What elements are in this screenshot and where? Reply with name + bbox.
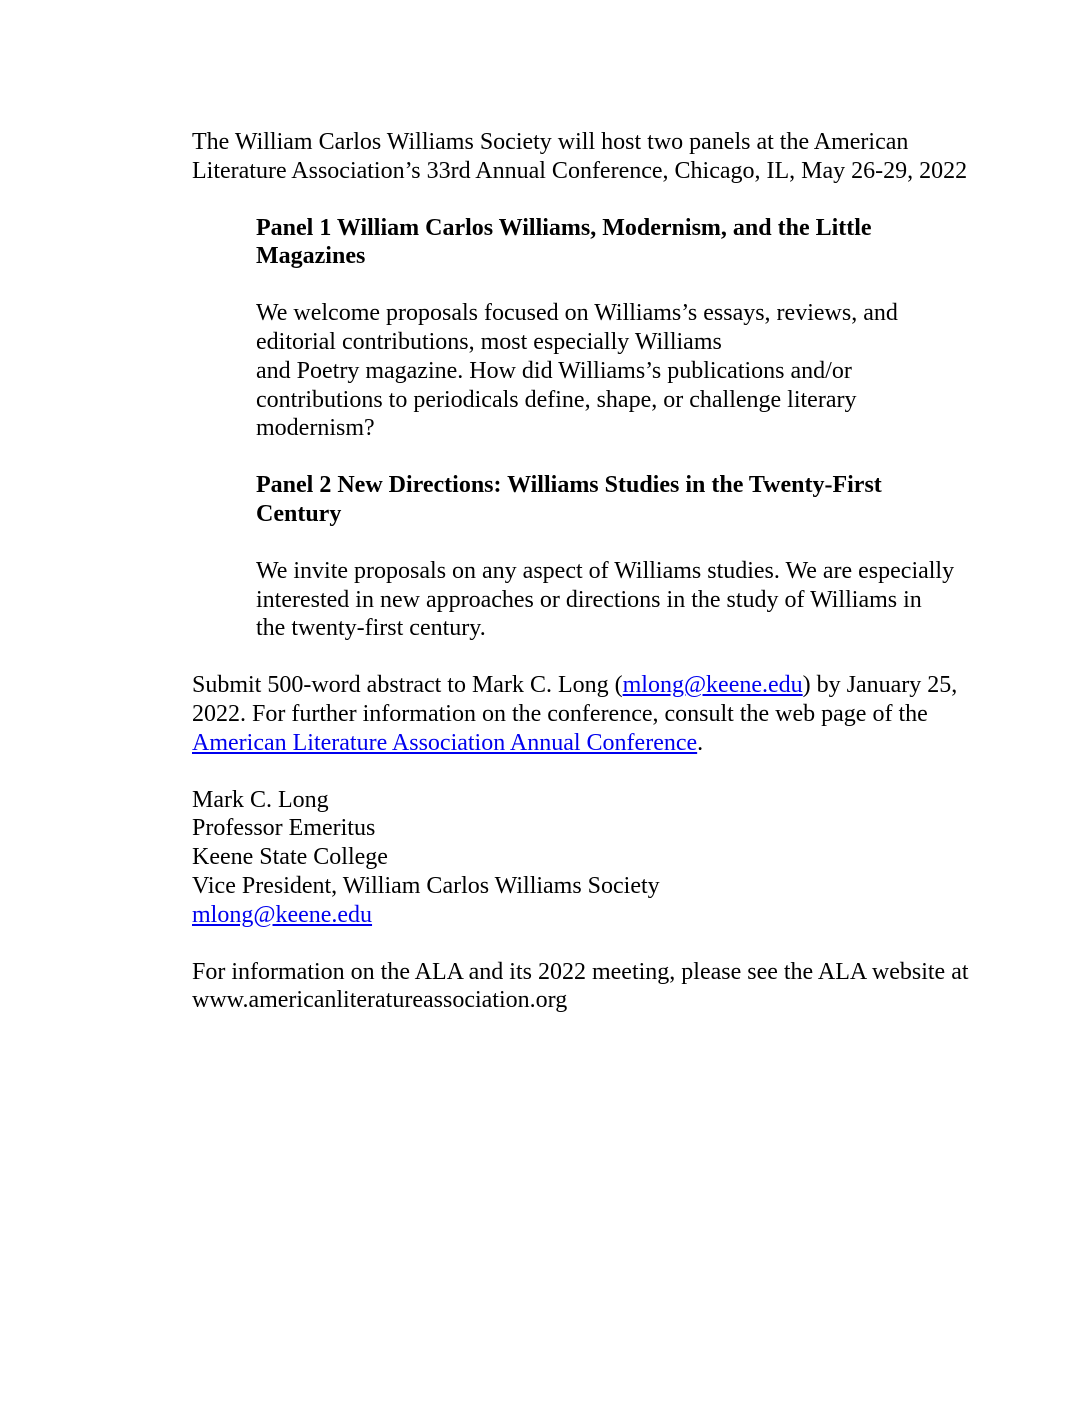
- panel-1-description-line-1: We welcome proposals focused on Williams’s essays, reviews, and editorial contributions, most especially Williams: [256, 300, 898, 355]
- signature-name: Mark C. Long: [192, 786, 329, 813]
- signature-email-line: [192, 901, 972, 930]
- submission-text-start: Submit 500-word abstract to Mark C. Long (: [192, 672, 623, 699]
- panel-2-section: [256, 471, 956, 643]
- signature-institution: Keene State College: [192, 844, 388, 871]
- submission-text-middle: ) by January 25, 2022. For further information on the conference, consult the web page of the: [192, 672, 958, 727]
- footer-paragraph: For information on the ALA and its 2022 meeting, please see the ALA website at www.americanliteratureassociation.org: [192, 958, 969, 1014]
- panel-1-heading: Panel 1 William Carlos Williams, Modernism, and the Little Magazines: [256, 214, 872, 270]
- ala-conference-link[interactable]: American Literature Association Annual Conference: [192, 729, 698, 756]
- panel-1-description: [256, 299, 956, 443]
- submission-email-link[interactable]: mlong@keene.edu: [622, 672, 803, 699]
- intro-paragraph: The William Carlos Williams Society will host two panels at the American Literature Association’s 33rd Annual Conference, Chicago, IL, May 26-29, 2022: [192, 129, 968, 184]
- document-page: [192, 128, 972, 1015]
- signature-title: Professor Emeritus: [192, 815, 376, 842]
- signature-block: [192, 786, 972, 930]
- submission-text-end: .: [697, 729, 704, 756]
- panel-2-heading: Panel 2 New Directions: Williams Studies in the Twenty-First Century: [256, 472, 882, 527]
- panel-1-section: [256, 214, 956, 444]
- signature-role: Vice President, William Carlos Williams Society: [192, 872, 660, 899]
- panel-2-description: We invite proposals on any aspect of Williams studies. We are especially interested in new approaches or directions in the study of Williams in the twenty-first century.: [256, 557, 955, 642]
- panel-1-description-line-2: and Poetry magazine. How did Williams’s publications and/or contributions to periodicals define, shape, or challenge literary modernism?: [256, 357, 857, 442]
- submission-paragraph: [192, 671, 972, 757]
- signature-email-link[interactable]: mlong@keene.edu: [192, 901, 373, 928]
